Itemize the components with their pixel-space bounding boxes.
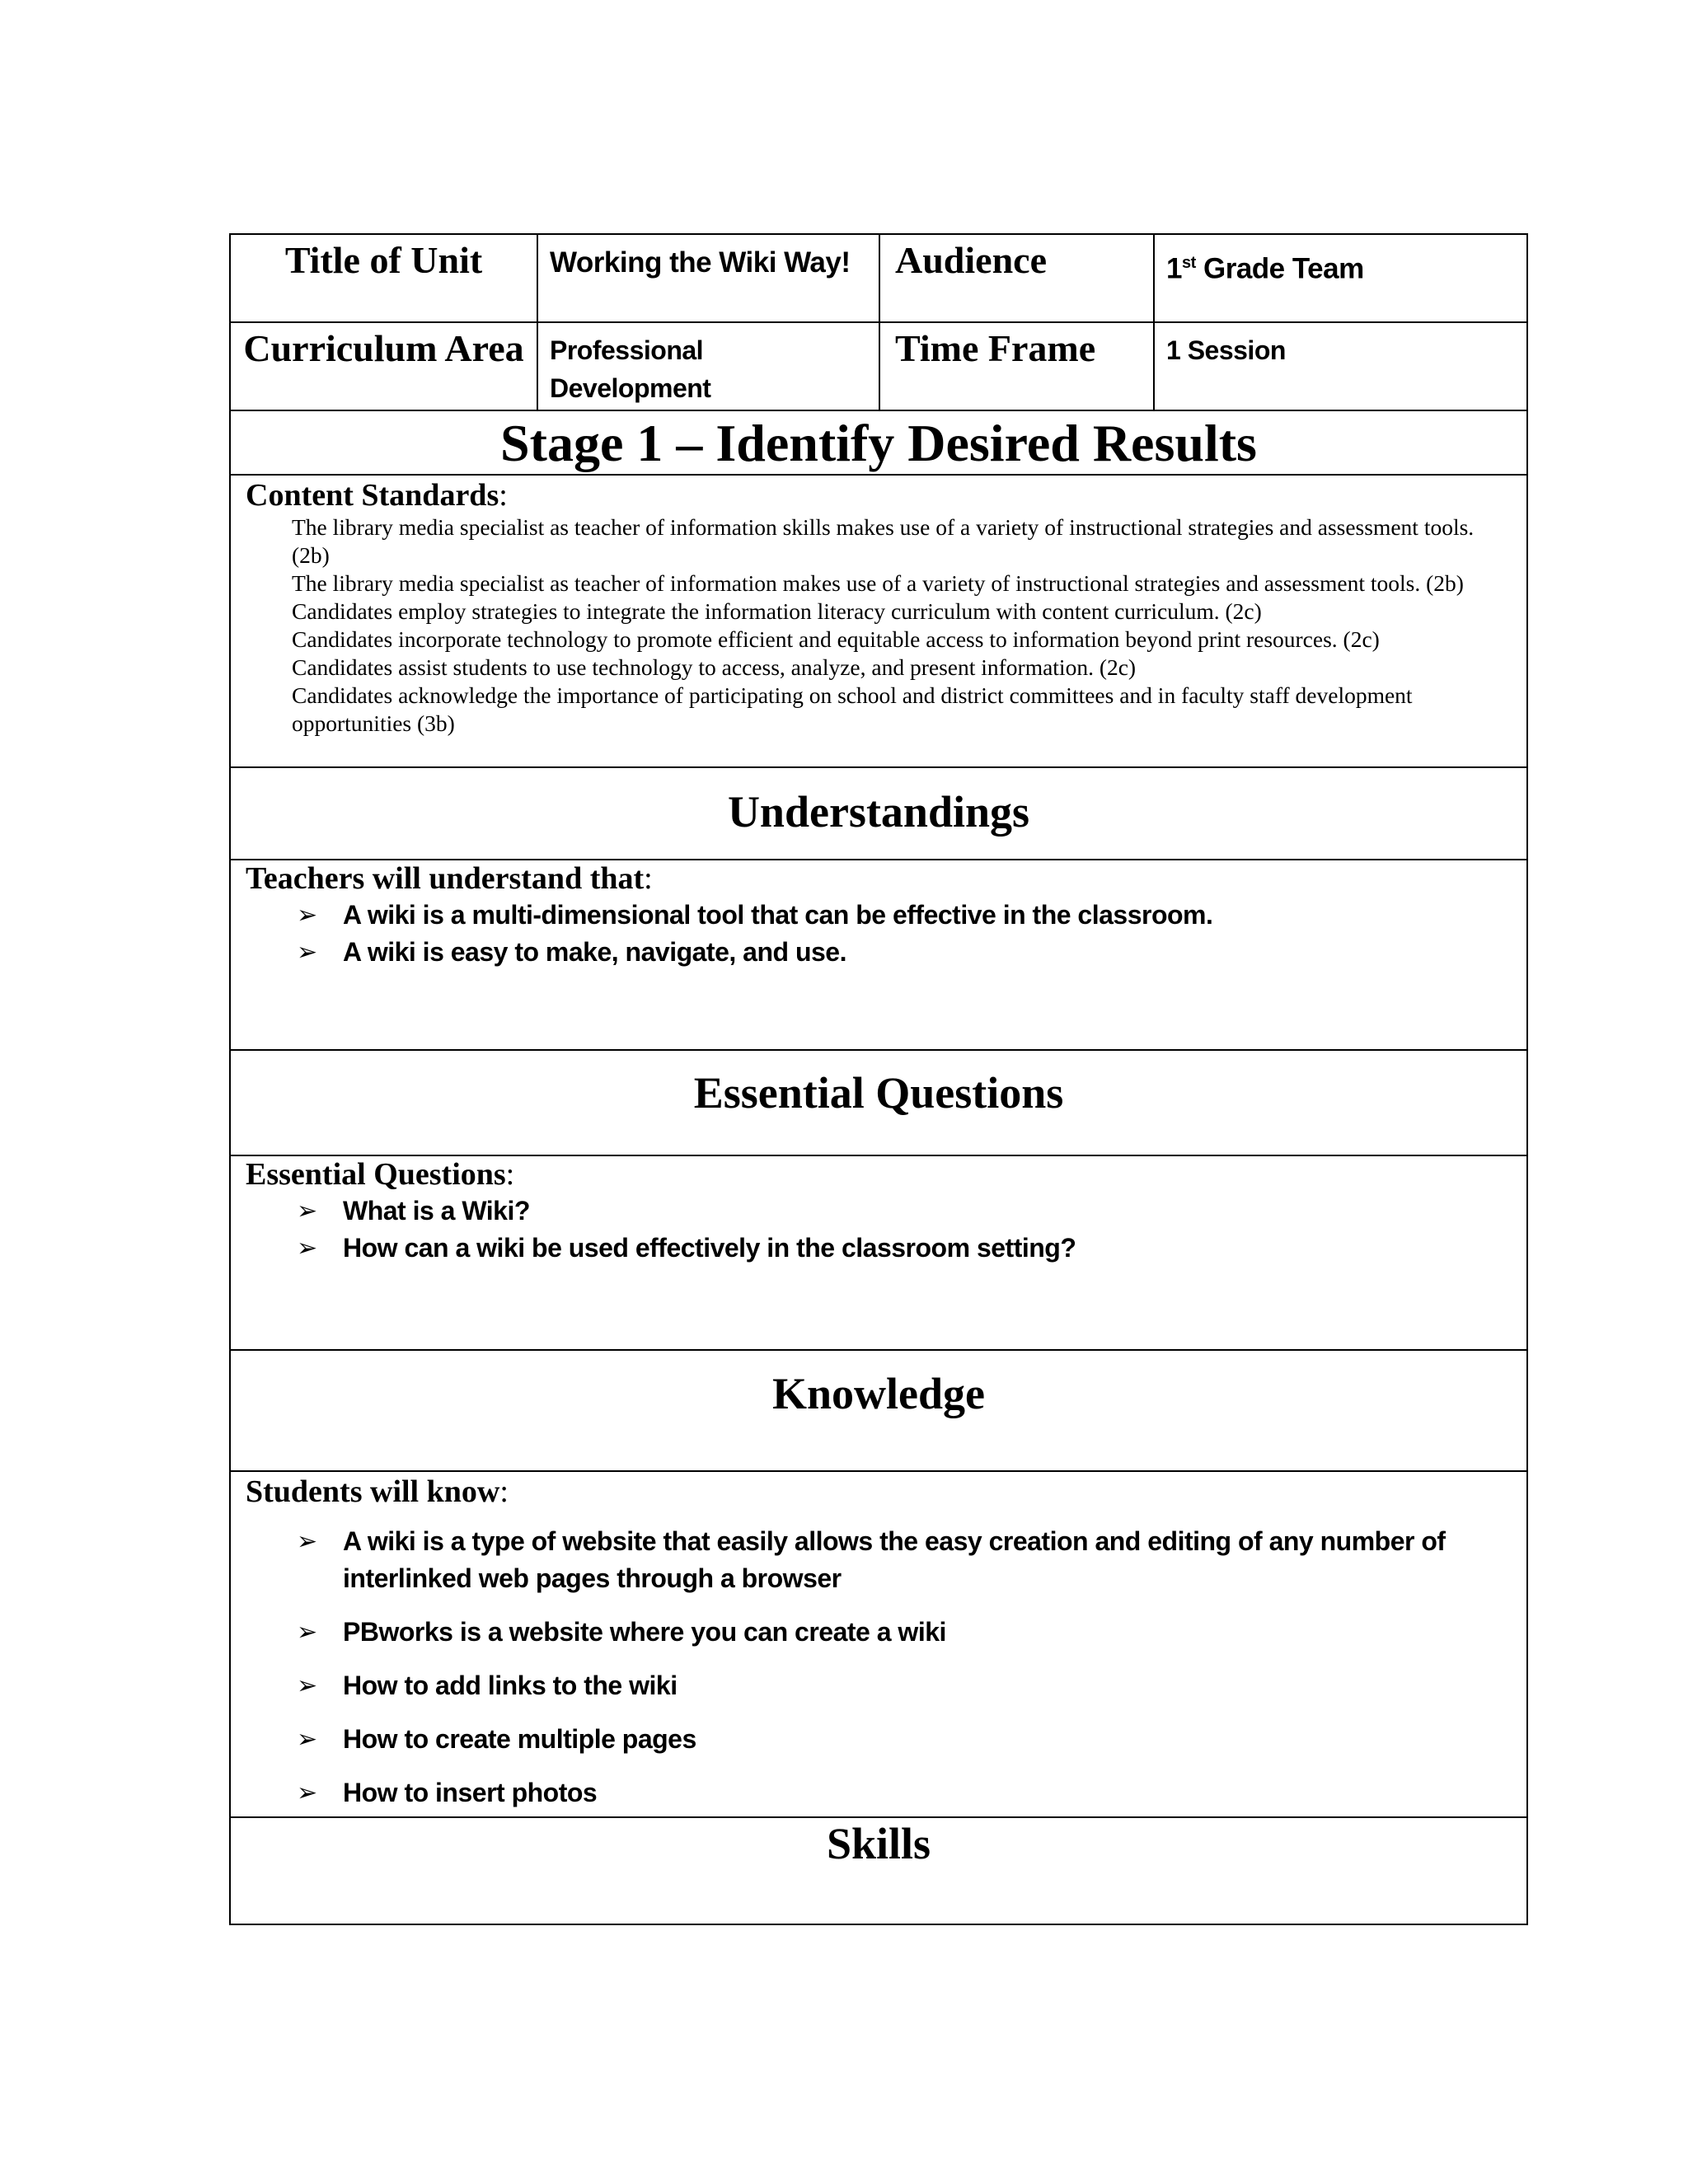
- unit-plan-page: [229, 233, 1526, 1925]
- knowledge-item-text: How to create multiple pages: [343, 1724, 696, 1754]
- essential-question-item: [297, 1230, 1513, 1267]
- essential-question-item-text: What is a Wiki?: [343, 1196, 530, 1226]
- essential-questions-title: Essential Questions: [693, 1068, 1064, 1118]
- content-standards-row: [230, 475, 1527, 767]
- knowledge-title-cell: [230, 1350, 1527, 1471]
- knowledge-item: [297, 1667, 1513, 1704]
- audience-value-cell: [1154, 234, 1527, 322]
- audience-value-rest: Grade Team: [1195, 252, 1364, 285]
- knowledge-item: [297, 1721, 1513, 1758]
- title-of-unit-label: Title of Unit: [284, 239, 483, 281]
- knowledge-list: [246, 1523, 1513, 1811]
- understandings-title-row: [230, 767, 1527, 860]
- essential-questions-label: [246, 1156, 1513, 1193]
- knowledge-item: [297, 1523, 1513, 1597]
- knowledge-item-text: PBworks is a website where you can create a wiki: [343, 1617, 946, 1647]
- understandings-row: [230, 860, 1527, 1050]
- understanding-item-text: A wiki is easy to make, navigate, and use.: [343, 937, 846, 967]
- standard-item: The library media specialist as teacher of information skills makes use of a variety of instructional strategies and assessment tools. (2b): [292, 514, 1475, 568]
- knowledge-colon: :: [499, 1474, 509, 1509]
- standard-item: Candidates acknowledge the importance of participating on school and district committees and in faculty staff development opportunities (3b): [292, 682, 1413, 736]
- essential-question-item: [297, 1193, 1513, 1230]
- essential-questions-title-cell: [230, 1050, 1527, 1155]
- title-of-unit-value: Working the Wiki Way!: [550, 246, 851, 279]
- knowledge-label: [246, 1474, 1513, 1510]
- stage-title-row: [230, 410, 1527, 475]
- content-standards-colon: :: [499, 478, 508, 513]
- standard-item: The library media specialist as teacher of information makes use of a variety of instructional strategies and assessment tools. (2b): [292, 570, 1464, 596]
- knowledge-cell: [230, 1471, 1527, 1817]
- understandings-title-cell: [230, 767, 1527, 860]
- title-of-unit-value-cell: [537, 234, 879, 322]
- essential-questions-label-text: Essential Questions: [246, 1157, 506, 1192]
- audience-value-superscript: st: [1181, 254, 1196, 272]
- understandings-cell: [230, 860, 1527, 1050]
- curriculum-area-label: Curriculum Area: [243, 327, 524, 369]
- knowledge-item: [297, 1614, 1513, 1651]
- unit-plan-table: [229, 233, 1528, 1925]
- essential-questions-colon: :: [505, 1157, 515, 1192]
- time-frame-value: 1 Session: [1166, 335, 1286, 365]
- curriculum-area-value: Professional Development: [550, 335, 711, 403]
- essential-questions-list: [246, 1193, 1513, 1267]
- knowledge-label-text: Students will know: [246, 1474, 500, 1509]
- knowledge-item-text: How to insert photos: [343, 1778, 598, 1807]
- knowledge-item-text: A wiki is a type of website that easily allows the easy creation and editing of any number of interlinked web pages through a browser: [343, 1526, 1446, 1593]
- arrow-bullet-icon: ➢: [297, 1527, 317, 1556]
- stage-title: Stage 1 – Identify Desired Results: [500, 414, 1257, 472]
- content-standards-label-text: Content Standards: [246, 478, 499, 513]
- essential-questions-row: [230, 1155, 1527, 1350]
- arrow-bullet-icon: ➢: [297, 1234, 317, 1263]
- stage-title-cell: [230, 410, 1527, 475]
- header-row-2: [230, 322, 1527, 410]
- knowledge-row: [230, 1471, 1527, 1817]
- understandings-colon: :: [644, 861, 653, 896]
- curriculum-area-label-cell: [230, 322, 537, 410]
- arrow-bullet-icon: ➢: [297, 1779, 317, 1807]
- audience-value-number: 1: [1166, 252, 1182, 285]
- time-frame-value-cell: [1154, 322, 1527, 410]
- content-standards-label: [246, 477, 1513, 513]
- header-row-1: [230, 234, 1527, 322]
- skills-title: Skills: [826, 1819, 931, 1868]
- understanding-item: [297, 897, 1513, 934]
- arrow-bullet-icon: ➢: [297, 1725, 317, 1754]
- content-standards-cell: [230, 475, 1527, 767]
- essential-questions-title-row: [230, 1050, 1527, 1155]
- arrow-bullet-icon: ➢: [297, 938, 317, 967]
- time-frame-label: Time Frame: [895, 327, 1096, 369]
- skills-title-cell: [230, 1817, 1527, 1924]
- knowledge-title: Knowledge: [771, 1369, 985, 1418]
- understandings-title: Understandings: [727, 787, 1030, 837]
- standard-item: Candidates incorporate technology to promote efficient and equitable access to information beyond print resources. (2c): [292, 626, 1380, 652]
- arrow-bullet-icon: ➢: [297, 901, 317, 930]
- curriculum-area-value-cell: [537, 322, 879, 410]
- essential-question-item-text: How can a wiki be used effectively in the classroom setting?: [343, 1233, 1076, 1263]
- standard-item: Candidates assist students to use technology to access, analyze, and present information. (2c): [292, 654, 1137, 680]
- understandings-label: [246, 860, 1513, 897]
- understanding-item-text: A wiki is a multi-dimensional tool that can be effective in the classroom.: [343, 900, 1213, 930]
- audience-label-cell: [879, 234, 1154, 322]
- arrow-bullet-icon: ➢: [297, 1197, 317, 1226]
- knowledge-item-text: How to add links to the wiki: [343, 1671, 678, 1700]
- skills-title-row: [230, 1817, 1527, 1924]
- knowledge-title-row: [230, 1350, 1527, 1471]
- knowledge-item: [297, 1774, 1513, 1811]
- standard-item: Candidates employ strategies to integrate the information literacy curriculum with content curriculum. (2c): [292, 598, 1262, 624]
- essential-questions-cell: [230, 1155, 1527, 1350]
- arrow-bullet-icon: ➢: [297, 1618, 317, 1647]
- understandings-list: [246, 897, 1513, 971]
- understanding-item: [297, 934, 1513, 971]
- audience-label: Audience: [895, 239, 1047, 281]
- understandings-label-text: Teachers will understand that: [246, 861, 645, 896]
- content-standards-list: [246, 513, 1513, 738]
- arrow-bullet-icon: ➢: [297, 1671, 317, 1700]
- title-of-unit-label-cell: [230, 234, 537, 322]
- audience-value: [1155, 235, 1526, 291]
- time-frame-label-cell: [879, 322, 1154, 410]
